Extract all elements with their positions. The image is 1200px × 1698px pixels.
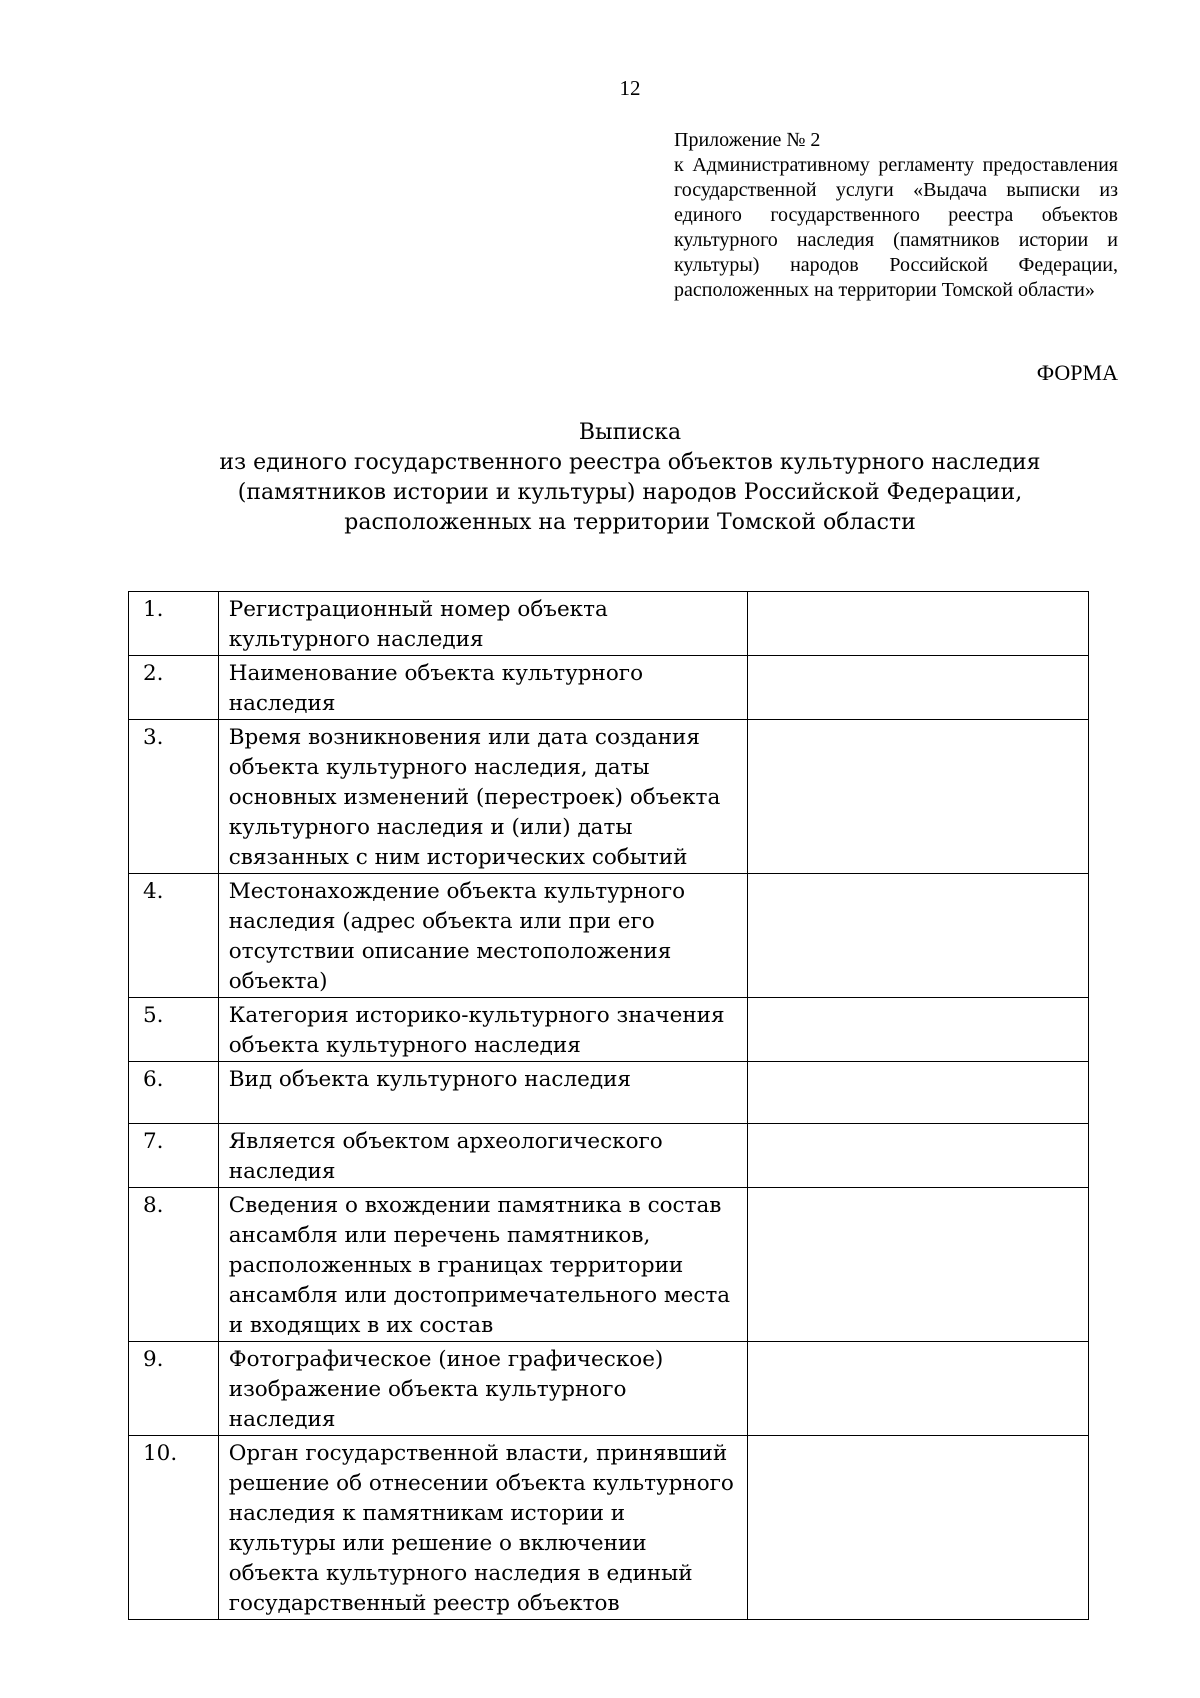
row-value-field[interactable] [747,874,1088,998]
table-row [129,1062,1089,1124]
row-value-field[interactable] [747,998,1088,1062]
table-row [129,592,1089,656]
table-row [129,656,1089,720]
row-number: 3. [129,720,219,874]
row-number: 7. [129,1124,219,1188]
row-number: 10. [129,1436,219,1620]
row-number: 8. [129,1188,219,1342]
form-label: ФОРМА [1036,360,1118,385]
title-line-1: Выписка [578,420,682,445]
extract-form-table [128,591,1089,1620]
row-number: 6. [129,1062,219,1124]
row-label: Наименование объекта культурного наследия [218,656,747,720]
title-line-3: (памятников истории и культуры) народов Российской Федерации, [237,480,1023,505]
row-label: Является объектом археологического наследия [218,1124,747,1188]
row-number: 5. [129,998,219,1062]
row-label: Орган государственной власти, принявший решение об отнесении объекта культурного наследия к памятникам истории и культуры или решение о включении объекта культурного наследия в единый государственный реестр объектов [218,1436,747,1620]
row-value-field[interactable] [747,1342,1088,1436]
row-label: Время возникновения или дата создания объекта культурного наследия, даты основных изменений (перестроек) объекта культурного наследия и (или) даты связанных с ним исторических событий [218,720,747,874]
row-value-field[interactable] [747,1062,1088,1124]
appendix-note [674,128,1118,303]
row-label: Категория историко-культурного значения объекта культурного наследия [218,998,747,1062]
row-value-field[interactable] [747,1436,1088,1620]
row-label: Фотографическое (иное графическое) изображение объекта культурного наследия [218,1342,747,1436]
row-number: 1. [129,592,219,656]
table-row [129,1188,1089,1342]
table-row [129,720,1089,874]
row-number: 4. [129,874,219,998]
row-number: 2. [129,656,219,720]
table-row [129,1124,1089,1188]
title-line-2: из единого государственного реестра объектов культурного наследия [219,450,1041,475]
row-label: Вид объекта культурного наследия [218,1062,747,1124]
row-value-field[interactable] [747,1124,1088,1188]
table-row [129,998,1089,1062]
appendix-title: Приложение № 2 [674,129,821,151]
row-value-field[interactable] [747,592,1088,656]
page-number: 12 [619,76,641,100]
row-label: Сведения о вхождении памятника в состав ансамбля или перечень памятников, расположенных в границах территории ансамбля или достопримечательного места и входящих в их состав [218,1188,747,1342]
table-row [129,874,1089,998]
row-value-field[interactable] [747,656,1088,720]
title-line-4: расположенных на территории Томской области [344,510,916,535]
table-row [129,1342,1089,1436]
row-number: 9. [129,1342,219,1436]
row-value-field[interactable] [747,720,1088,874]
document-title [120,418,1140,538]
table-row [129,1436,1089,1620]
row-label: Местонахождение объекта культурного наследия (адрес объекта или при его отсутствии описание местоположения объекта) [218,874,747,998]
row-label: Регистрационный номер объекта культурного наследия [218,592,747,656]
appendix-body: к Административному регламенту предоставления государственной услуги «Выдача выписки из единого государственного реестра объектов культурного наследия (памятников истории и культуры) народов Российской Федерации, расположенных на территории Томской области» [674,154,1118,301]
row-value-field[interactable] [747,1188,1088,1342]
